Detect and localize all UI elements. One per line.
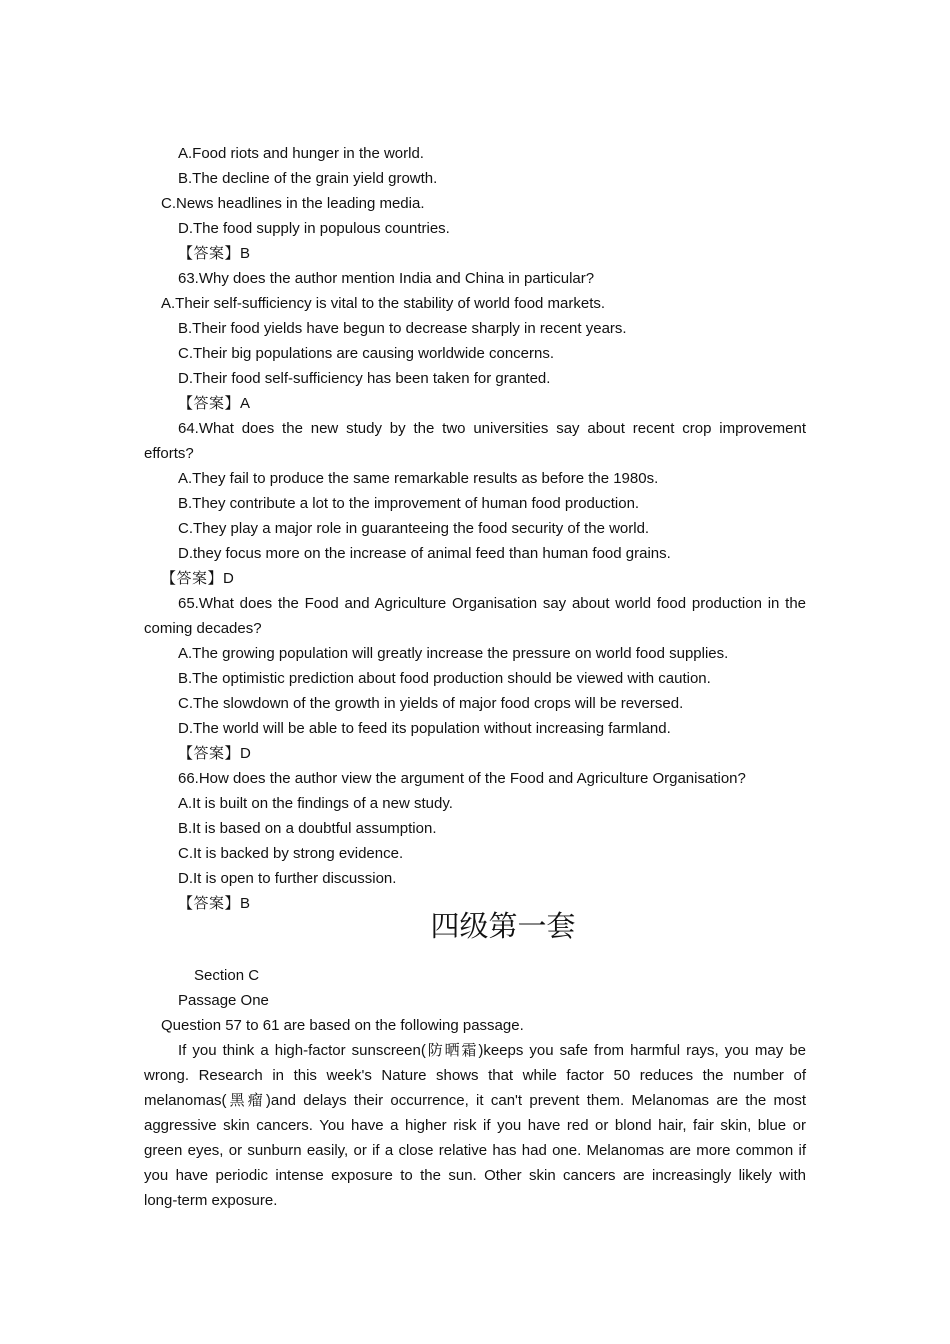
q64-option-d: D.they focus more on the increase of animal feed than human food grains. [178, 545, 671, 562]
section-heading: 四级第一套 [430, 909, 576, 943]
q64-stem-line2: efforts? [144, 445, 194, 462]
q66-option-b: B.It is based on a doubtful assumption. [178, 820, 437, 837]
q63-option-c: C.Their big populations are causing worldwide concerns. [178, 345, 555, 362]
q62-option-b: B.The decline of the grain yield growth. [178, 170, 438, 187]
q64-answer: 【答案】D [161, 570, 235, 587]
question-range: Question 57 to 61 are based on the following passage. [161, 1017, 524, 1034]
q66-stem: 66.How does the author view the argument of the Food and Agriculture Organisation? [178, 770, 746, 787]
paragraph-line-4: aggressive skin cancers. You have a higher risk if you have red or blond hair, fair skin, blue or [144, 1117, 806, 1134]
q63-answer: 【答案】A [178, 395, 251, 412]
q63-option-d: D.Their food self-sufficiency has been taken for granted. [178, 370, 551, 387]
paragraph-line-1: If you think a high-factor sunscreen(防晒霜)keeps you safe from harmful rays, you may be [178, 1042, 806, 1059]
q66-option-d: D.It is open to further discussion. [178, 870, 397, 887]
q64-option-b: B.They contribute a lot to the improvement of human food production. [178, 495, 640, 512]
q64-stem-line1: 64.What does the new study by the two universities say about recent crop improvement [178, 420, 806, 437]
q64-option-a: A.They fail to produce the same remarkable results as before the 1980s. [178, 470, 659, 487]
paragraph-line-5: green eyes, or sunburn easily, or if a close relative has had one. Melanomas are more common if [144, 1142, 806, 1159]
q65-answer: 【答案】D [178, 745, 252, 762]
q66-option-a: A.It is built on the findings of a new study. [178, 795, 453, 812]
passage-label: Passage One [178, 992, 269, 1009]
q63-stem: 63.Why does the author mention India and China in particular? [178, 270, 595, 287]
q65-option-a: A.The growing population will greatly increase the pressure on world food supplies. [178, 645, 729, 662]
paragraph-line-2: wrong. Research in this week's Nature shows that while factor 50 reduces the number of [144, 1067, 806, 1084]
q66-answer: 【答案】B [178, 895, 251, 912]
q62-option-d: D.The food supply in populous countries. [178, 220, 450, 237]
q65-option-c: C.The slowdown of the growth in yields of major food crops will be reversed. [178, 695, 684, 712]
q65-stem-line1: 65.What does the Food and Agriculture Organisation say about world food production in the [178, 595, 806, 612]
paragraph-line-7: long-term exposure. [144, 1192, 278, 1209]
q66-option-c: C.It is backed by strong evidence. [178, 845, 404, 862]
section-label: Section C [194, 967, 260, 984]
q63-option-a: A.Their self-sufficiency is vital to the stability of world food markets. [161, 295, 606, 312]
q62-answer: 【答案】B [178, 245, 251, 262]
q63-option-b: B.Their food yields have begun to decrease sharply in recent years. [178, 320, 627, 337]
q62-option-a: A.Food riots and hunger in the world. [178, 145, 424, 162]
q62-option-c: C.News headlines in the leading media. [161, 195, 425, 212]
q65-option-d: D.The world will be able to feed its population without increasing farmland. [178, 720, 671, 737]
q65-stem-line2: coming decades? [144, 620, 262, 637]
q64-option-c: C.They play a major role in guaranteeing the food security of the world. [178, 520, 650, 537]
paragraph-line-6: you have periodic intense exposure to the sun. Other skin cancers are increasingly likely with [144, 1167, 806, 1184]
q65-option-b: B.The optimistic prediction about food production should be viewed with caution. [178, 670, 711, 687]
paragraph-line-3: melanomas(黑瘤)and delays their occurrence, it can't prevent them. Melanomas are the most [144, 1092, 806, 1109]
